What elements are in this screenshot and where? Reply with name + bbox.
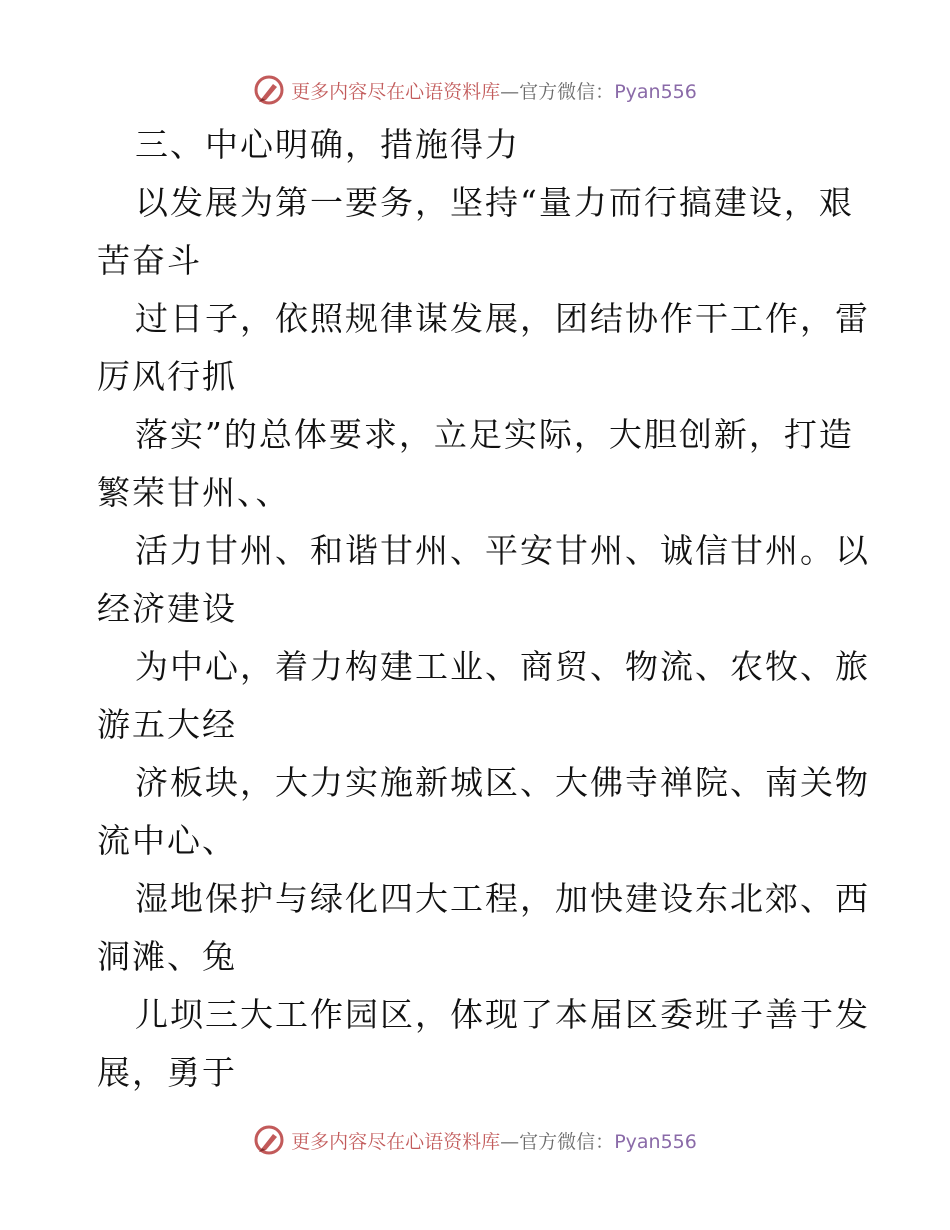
paragraph-line: 洞滩、兔 (97, 937, 237, 976)
paragraph-line: 济板块，大力实施新城区、大佛寺禅院、南关物 (135, 763, 870, 802)
paragraph-line: 儿坝三大工作园区，体现了本届区委班子善于发 (135, 995, 870, 1034)
header-official-label: 官方微信： (519, 80, 615, 103)
footer-wechat-id: Pyan556 (614, 1130, 697, 1153)
paragraph-line: 游五大经 (97, 705, 237, 744)
paragraph-line: 落实”的总体要求，立足实际，大胆创新，打造 (135, 415, 854, 454)
header-banner (0, 70, 950, 110)
footer-brand: 更多内容尽在心语资料库 (291, 1130, 501, 1153)
paragraph-line: 以发展为第一要务，坚持“量力而行搞建设，艰 (135, 183, 854, 222)
footer-banner (0, 1120, 950, 1160)
paragraph-line: 湿地保护与绿化四大工程，加快建设东北郊、西 (135, 879, 870, 918)
paragraph-line: 经济建设 (97, 589, 237, 628)
header-separator: — (500, 80, 520, 103)
paragraph-line: 展，勇于 (97, 1053, 237, 1092)
paragraph-line: 繁荣甘州、、 (97, 473, 291, 512)
paragraph-line: 厉风行抓 (97, 357, 237, 396)
document-body (97, 116, 870, 1102)
paragraph-line: 三、中心明确，措施得力 (135, 125, 520, 164)
pen-logo-icon (253, 74, 285, 106)
pen-logo-icon (253, 1124, 285, 1156)
paragraph-line: 苦奋斗 (97, 241, 202, 280)
header-text (291, 77, 697, 104)
footer-text (291, 1127, 697, 1154)
paragraph-line: 过日子，依照规律谋发展，团结协作干工作，雷 (135, 299, 870, 338)
footer-separator: — (500, 1130, 520, 1153)
paragraph-line: 活力甘州、和谐甘州、平安甘州、诚信甘州。以 (135, 531, 870, 570)
paragraph-line: 流中心、 (97, 821, 237, 860)
header-brand: 更多内容尽在心语资料库 (291, 80, 501, 103)
paragraph-line: 为中心，着力构建工业、商贸、物流、农牧、旅 (135, 647, 870, 686)
header-wechat-id: Pyan556 (614, 80, 697, 103)
footer-official-label: 官方微信： (519, 1130, 615, 1153)
